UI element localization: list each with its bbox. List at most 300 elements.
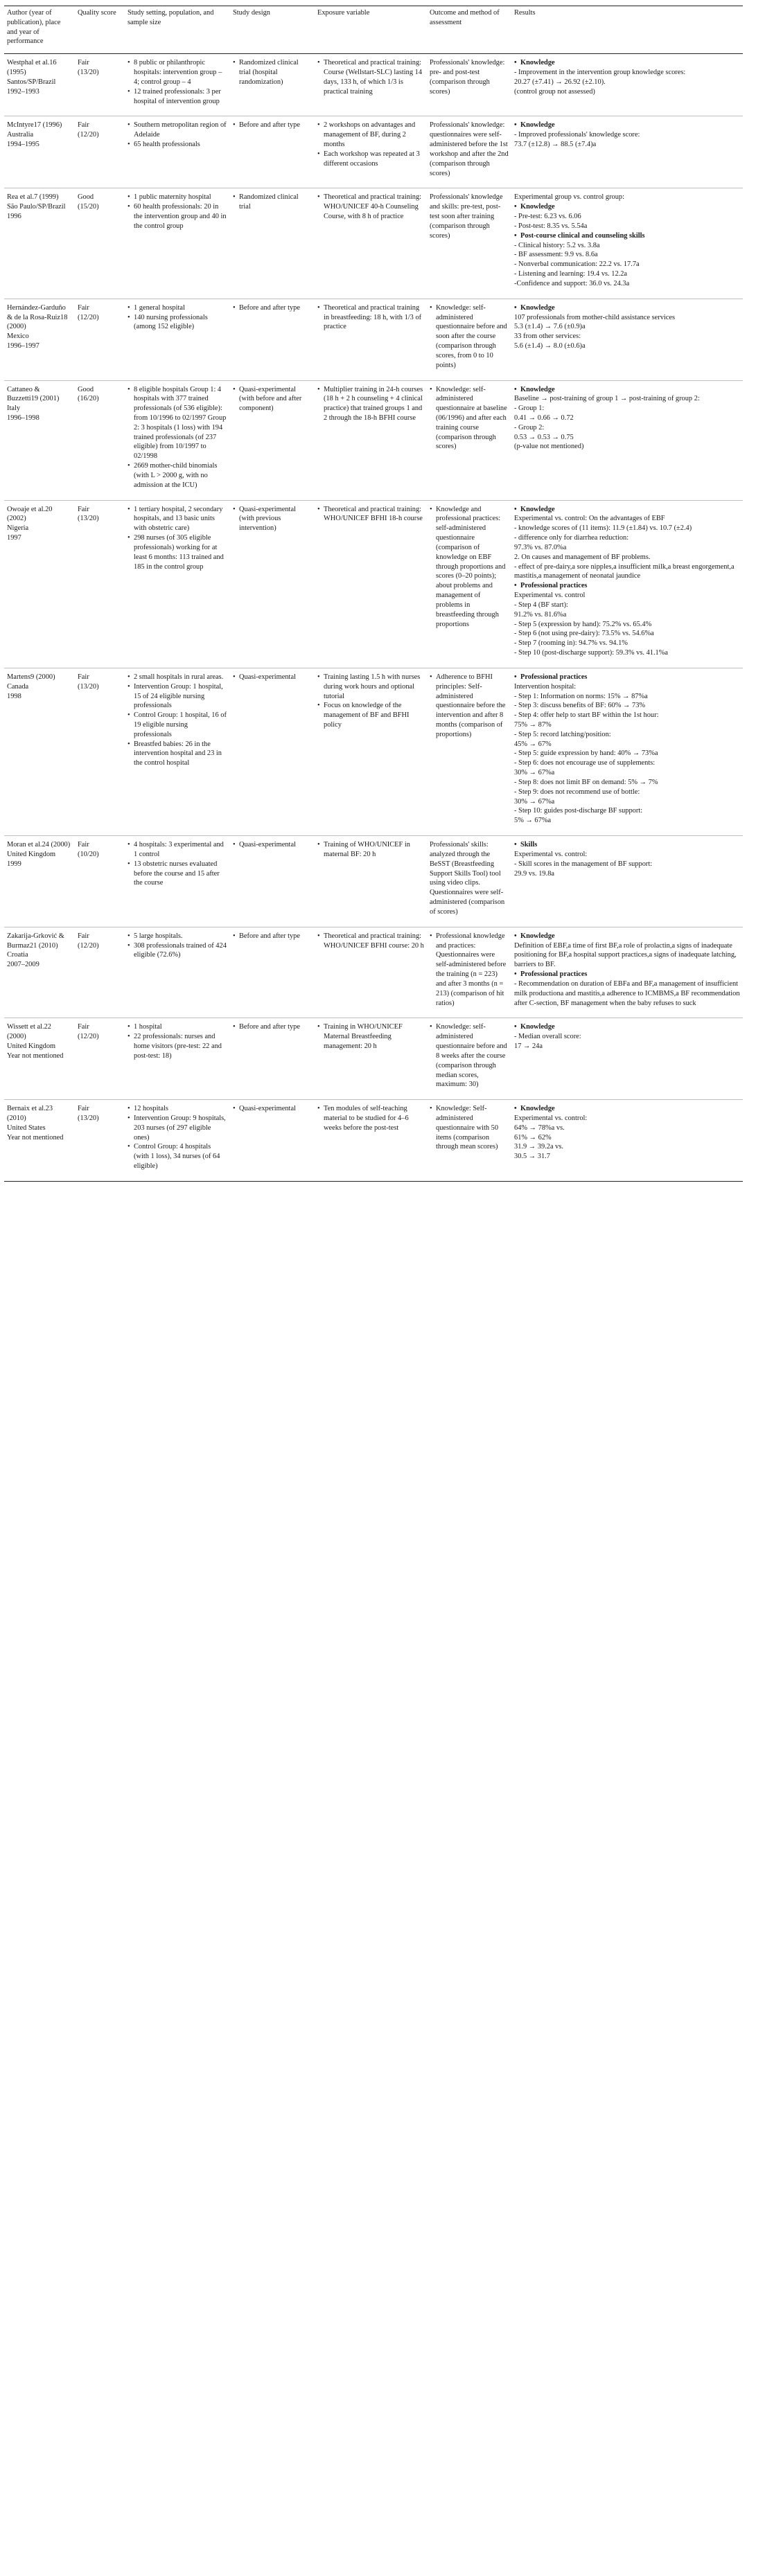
author-cell-line: United Kingdom	[7, 850, 56, 858]
exposure-cell-list	[317, 121, 424, 168]
exposure-cell-list	[317, 1022, 424, 1051]
quality-cell	[75, 1100, 125, 1182]
author-cell-line: United Kingdom	[7, 1042, 56, 1051]
setting-cell-list	[128, 121, 227, 149]
quality-cell-line: Fair	[78, 121, 89, 130]
setting-cell-item: • 308 professionals trained of 424 eligible (72.6%)	[128, 941, 227, 961]
setting-cell-item: • 1 general hospital	[128, 303, 227, 313]
outcome-cell-list	[430, 505, 509, 630]
header-design: Study design	[230, 6, 315, 54]
exposure-cell	[315, 188, 427, 299]
results-line: 5.3 (±1.4) → 7.6 (±0.9)a	[514, 323, 586, 331]
results-cell	[511, 188, 743, 299]
results-cell	[511, 500, 743, 668]
setting-cell-list	[128, 505, 227, 572]
setting-cell-item: • 1 hospital	[128, 1022, 227, 1032]
author-cell-line: 1994–1995	[7, 141, 39, 149]
results-line: - Step 8: does not limit BF on demand: 5% → 7%	[514, 778, 658, 786]
setting-cell-item: • 1 tertiary hospital, 2 secondary hospitals, and 13 basic units with obstetric care)	[128, 505, 227, 533]
results-line: Experimental vs. control: On the advantages of EBF	[514, 515, 665, 523]
author-cell	[4, 116, 75, 188]
setting-cell	[125, 927, 230, 1018]
results-line: - Nonverbal communication: 22.2 vs. 17.7a	[514, 260, 640, 269]
header-setting: Study setting, population, and sample size	[125, 6, 230, 54]
quality-cell-line: (10/20)	[78, 850, 99, 858]
results-line: - Improved professionals' knowledge score:	[514, 131, 640, 139]
results-cell	[511, 668, 743, 835]
quality-cell-line: (15/20)	[78, 203, 99, 211]
table-row	[4, 1018, 743, 1100]
setting-cell	[125, 500, 230, 668]
design-cell-item: • Quasi-experimental (with before and after component)	[233, 385, 312, 414]
setting-cell-item: • 2 small hospitals in rural areas.	[128, 673, 227, 682]
table-row	[4, 836, 743, 927]
results-cell	[511, 1100, 743, 1182]
results-line: 33 from other services:	[514, 332, 581, 341]
results-line: - Group 1:	[514, 405, 545, 413]
quality-cell	[75, 1018, 125, 1100]
author-cell-line: Owoaje et al.20 (2002)	[7, 505, 53, 523]
author-cell	[4, 500, 75, 668]
results-line: Intervention hospital:	[514, 682, 577, 691]
results-line: 91.2% vs. 81.6%a	[514, 610, 567, 619]
author-cell-line: Santos/SP/Brazil	[7, 78, 56, 86]
design-cell-list	[233, 303, 312, 313]
design-cell-list	[233, 1022, 312, 1032]
exposure-cell	[315, 116, 427, 188]
results-line: 5% → 67%a	[514, 817, 552, 825]
setting-cell-list	[128, 58, 227, 106]
outcome-cell	[427, 116, 511, 188]
outcome-cell-item: • Knowledge: Self-administered questionnaire with 50 items (comparison through mean scores)	[430, 1104, 509, 1152]
header-author: Author (year of publication), place and year of performance	[4, 6, 75, 54]
setting-cell	[125, 299, 230, 380]
quality-cell-line: (16/20)	[78, 395, 99, 403]
results-line: 20.27 (±7.41) → 26.92 (±2.10).	[514, 78, 606, 86]
exposure-cell-item: • Theoretical and practical training in breastfeeding: 18 h, with 1/3 of practice	[317, 303, 424, 332]
exposure-cell-list	[317, 840, 424, 860]
outcome-cell-item: • Knowledge: self-administered questionnaire before and 8 weeks after the course (comparison through median scores, maximum: 30)	[430, 1022, 509, 1090]
setting-cell-list	[128, 1022, 227, 1060]
outcome-cell-line: Professionals' knowledge and skills: pre-test, post-test soon after training (comparison through scores)	[430, 193, 503, 240]
design-cell-item: • Quasi-experimental	[233, 1104, 312, 1114]
setting-cell-list	[128, 1104, 227, 1171]
outcome-cell	[427, 299, 511, 380]
results-line: Definition of EBF,a time of first BF,a role of prolactin,a signs of inadequate positioning for BF,a hospital support practices,a signs of inadequate latching, barriers to BF.	[514, 941, 737, 969]
results-line: 30% → 67%a	[514, 769, 555, 777]
table-row	[4, 500, 743, 668]
design-cell-item: • Randomized clinical trial (hospital randomization)	[233, 58, 312, 87]
author-cell-line: Croatia	[7, 951, 28, 959]
results-line: - Clinical history: 5.2 vs. 3.8a	[514, 241, 600, 249]
author-cell	[4, 1100, 75, 1182]
results-line: 45% → 67%	[514, 740, 552, 748]
exposure-cell-item: • Multiplier training in 24-h courses (18 h + 2 h counseling + 4 clinical practice) that trained groups 1 and 2 through the 18-h BFHI course	[317, 385, 424, 423]
setting-cell	[125, 380, 230, 500]
exposure-cell-item: • Ten modules of self-teaching material to be studied for 4–6 weeks before the post-test	[317, 1104, 424, 1132]
results-line: Baseline → post-training of group 1 → post-training of group 2:	[514, 395, 700, 403]
results-line: 30.5 → 31.7	[514, 1153, 550, 1161]
results-line: Experimental vs. control:	[514, 850, 588, 858]
exposure-cell-list	[317, 1104, 424, 1132]
design-cell-list	[233, 58, 312, 87]
results-line: - difference only for diarrhea reduction:	[514, 534, 629, 542]
exposure-cell-item: • Theoretical and practical training: Course (Wellstart-SLC) lasting 14 days, 133 h, of which 1/3 is practical training	[317, 58, 424, 96]
results-heading: • Knowledge	[514, 1104, 740, 1114]
design-cell-list	[233, 193, 312, 212]
exposure-cell	[315, 299, 427, 380]
results-heading: • Knowledge	[514, 121, 740, 130]
results-line: - Median overall score:	[514, 1033, 581, 1041]
table-row	[4, 380, 743, 500]
quality-cell-line: (12/20)	[78, 131, 99, 139]
exposure-cell	[315, 1100, 427, 1182]
setting-cell	[125, 1100, 230, 1182]
setting-cell-item: • 4 hospitals: 3 experimental and 1 control	[128, 840, 227, 860]
results-line: - Step 6 (not using pre-dairy): 73.5% vs. 54.6%a	[514, 630, 654, 638]
design-cell-item: • Before and after type	[233, 1022, 312, 1032]
setting-cell	[125, 54, 230, 116]
author-cell-line: 1996–1997	[7, 342, 39, 350]
exposure-cell-item: • Training in WHO/UNICEF Maternal Breastfeeding management: 20 h	[317, 1022, 424, 1051]
author-cell	[4, 188, 75, 299]
exposure-cell-item: • Focus on knowledge of the management of BF and BFHI policy	[317, 701, 424, 729]
design-cell-list	[233, 673, 312, 682]
setting-cell-item: • Control Group: 1 hospital, 16 of 19 eligible nursing professionals	[128, 711, 227, 739]
results-line: - Step 4 (BF start):	[514, 601, 568, 609]
results-line: 2. On causes and management of BF problems.	[514, 553, 651, 561]
author-cell-line: Hernández-Garduño & de la Rosa-Ruiz18 (2000)	[7, 303, 68, 331]
quality-cell	[75, 380, 125, 500]
outcome-cell-item: • Knowledge: self-administered questionnaire at baseline (06/1996) and after each training course (comparison through scores)	[430, 385, 509, 452]
setting-cell-item: • 8 public or philanthropic hospitals: intervention group – 4; control group – 4	[128, 58, 227, 87]
results-heading: • Knowledge	[514, 202, 740, 212]
setting-cell-item: • 140 nursing professionals (among 152 eligible)	[128, 313, 227, 332]
author-cell-line: Bernaix et al.23 (2010)	[7, 1105, 53, 1122]
results-line: (p-value not mentioned)	[514, 443, 584, 451]
results-line: - Step 9: does not recommend use of bottle:	[514, 788, 640, 796]
setting-cell-item: • Breastfed babies: 26 in the intervention hospital and 23 in the control hospital	[128, 740, 227, 768]
quality-cell-line: Fair	[78, 1023, 89, 1031]
table-row	[4, 54, 743, 116]
quality-cell-line: Fair	[78, 932, 89, 940]
exposure-cell-list	[317, 673, 424, 730]
results-heading: • Knowledge	[514, 58, 740, 68]
table-row	[4, 668, 743, 835]
exposure-cell-item: • Theoretical and practical training: WHO/UNICEF BFHI 18-h course	[317, 505, 424, 524]
author-cell-line: Martens9 (2000)	[7, 673, 55, 681]
design-cell	[230, 380, 315, 500]
exposure-cell-list	[317, 193, 424, 221]
design-cell-list	[233, 840, 312, 850]
outcome-cell	[427, 500, 511, 668]
results-line: 73.7 (±12.8) → 88.5 (±7.4)a	[514, 141, 597, 149]
design-cell-list	[233, 385, 312, 414]
results-cell	[511, 299, 743, 380]
exposure-cell-list	[317, 932, 424, 951]
header-exposure: Exposure variable	[315, 6, 427, 54]
author-cell-line: Year not mentioned	[7, 1051, 64, 1060]
quality-cell-line: Fair	[78, 303, 89, 312]
outcome-cell	[427, 54, 511, 116]
author-cell-line: 1999	[7, 860, 21, 868]
results-heading: • Knowledge	[514, 932, 740, 941]
author-cell	[4, 54, 75, 116]
setting-cell-item: • 2669 mother-child binomials (with L > 2000 g, with no admission at the ICU)	[128, 461, 227, 490]
setting-cell	[125, 1018, 230, 1100]
author-cell-line: Cattaneo & Buzzetti19 (2001)	[7, 385, 60, 403]
header-outcome: Outcome and method of assessment	[427, 6, 511, 54]
setting-cell-item: • 5 large hospitals.	[128, 932, 227, 941]
quality-cell-line: (13/20)	[78, 682, 99, 691]
results-line: 17 → 24a	[514, 1042, 543, 1051]
outcome-cell-line: Professionals' knowledge: questionnaires were self-administered before the 1st workshop and after the 2nd (comparison through scores)	[430, 121, 509, 177]
author-cell-line: McIntyre17 (1996)	[7, 121, 62, 130]
results-heading: • Professional practices	[514, 970, 740, 979]
design-cell-item: • Quasi-experimental	[233, 840, 312, 850]
results-heading: • Knowledge	[514, 385, 740, 395]
results-line: - Listening and learning: 19.4 vs. 12.2a	[514, 270, 628, 278]
results-line: -Confidence and support: 36.0 vs. 24.3a	[514, 279, 630, 287]
outcome-cell	[427, 836, 511, 927]
quality-cell-line: (12/20)	[78, 313, 99, 321]
design-cell-item: • Quasi-experimental	[233, 673, 312, 682]
setting-cell-list	[128, 193, 227, 231]
exposure-cell-item: • Theoretical and practical training: WHO/UNICEF BFHI course: 20 h	[317, 932, 424, 951]
results-heading: • Knowledge	[514, 1022, 740, 1032]
results-line: - Step 10 (post-discharge support): 59.3% vs. 41.1%a	[514, 649, 669, 657]
outcome-cell	[427, 1100, 511, 1182]
quality-cell-line: Fair	[78, 1105, 89, 1113]
quality-cell	[75, 116, 125, 188]
outcome-cell-list	[430, 1104, 509, 1152]
results-line: 75% → 87%	[514, 721, 552, 729]
design-cell-list	[233, 1104, 312, 1114]
setting-cell-item: • 13 obstetric nurses evaluated before the course and 15 after the course	[128, 860, 227, 888]
author-cell-line: Mexico	[7, 332, 29, 341]
author-cell-line: Westphal et al.16 (1995)	[7, 59, 57, 77]
exposure-cell-item: • 2 workshops on advantages and management of BF, during 2 months	[317, 121, 424, 149]
setting-cell-item: • 12 hospitals	[128, 1104, 227, 1114]
author-cell-line: Australia	[7, 131, 34, 139]
exposure-cell	[315, 500, 427, 668]
exposure-cell	[315, 836, 427, 927]
outcome-cell	[427, 380, 511, 500]
setting-cell-item: • 65 health professionals	[128, 140, 227, 150]
quality-cell	[75, 500, 125, 668]
setting-cell-item: • 1 public maternity hospital	[128, 193, 227, 202]
results-line: - Step 10: guides post-discharge BF support:	[514, 807, 643, 815]
author-cell	[4, 927, 75, 1018]
results-line: - Step 1: Information on norms: 15% → 87%a	[514, 692, 648, 700]
quality-cell-line: Fair	[78, 841, 89, 849]
setting-cell-list	[128, 840, 227, 888]
results-line: - Step 4: offer help to start BF within the 1st hour:	[514, 711, 659, 720]
results-heading: • Knowledge	[514, 505, 740, 515]
quality-cell	[75, 927, 125, 1018]
quality-cell-line: Good	[78, 385, 94, 393]
exposure-cell-list	[317, 385, 424, 423]
design-cell	[230, 54, 315, 116]
exposure-cell	[315, 1018, 427, 1100]
setting-cell-item: • Control Group: 4 hospitals (with 1 loss), 34 nurses (of 64 eligible)	[128, 1142, 227, 1171]
author-cell-line: Rea et al.7 (1999)	[7, 193, 59, 202]
table-row	[4, 116, 743, 188]
results-line: 29.9 vs. 19.8a	[514, 869, 555, 878]
author-cell-line: 1998	[7, 692, 21, 700]
design-cell-item: • Before and after type	[233, 932, 312, 941]
exposure-cell-list	[317, 303, 424, 332]
results-line: - effect of pre-dairy,a sore nipples,a insufficient milk,a breast engorgement,a mastitis,a management of neonatal jaundice	[514, 562, 735, 580]
design-cell-list	[233, 505, 312, 533]
results-line: - Step 5: guide expression by hand: 40% → 73%a	[514, 749, 658, 758]
setting-cell-item: • 60 health professionals: 20 in the intervention group and 40 in the control group	[128, 202, 227, 231]
design-cell	[230, 836, 315, 927]
setting-cell-item: • Intervention Group: 9 hospitals, 203 nurses (of 297 eligible ones)	[128, 1114, 227, 1142]
review-table	[4, 6, 743, 1182]
design-cell-list	[233, 932, 312, 941]
results-cell	[511, 836, 743, 927]
results-line: 0.53 → 0.53 → 0.75	[514, 433, 574, 441]
results-line: - Skill scores in the management of BF support:	[514, 860, 653, 868]
quality-cell-line: (13/20)	[78, 515, 99, 523]
results-line: (control group not assessed)	[514, 87, 595, 96]
quality-cell-line: Fair	[78, 673, 89, 681]
author-cell	[4, 836, 75, 927]
results-heading: • Professional practices	[514, 581, 740, 591]
quality-cell-line: Fair	[78, 505, 89, 513]
results-line: - Step 6: does not encourage use of supplements:	[514, 759, 656, 767]
outcome-cell-list	[430, 385, 509, 452]
outcome-cell-item: • Adherence to BFHI principles: Self-administered questionnaire before the intervention and after 8 months (comparison of proportions)	[430, 673, 509, 740]
outcome-cell-item: • Knowledge and professional practices: self-administered questionnaire (comparison of knowledge on EBF through proportions and scores (0–20 points); about problems and management of problems in breastfeeding through proportions	[430, 505, 509, 630]
author-cell	[4, 668, 75, 835]
setting-cell-list	[128, 673, 227, 768]
design-cell	[230, 188, 315, 299]
quality-cell-line: Fair	[78, 59, 89, 67]
results-heading: • Professional practices	[514, 673, 740, 682]
results-line: Experimental vs. control	[514, 592, 586, 600]
author-cell-line: Wissett et al.22 (2000)	[7, 1023, 51, 1041]
quality-cell-line: (12/20)	[78, 1033, 99, 1041]
exposure-cell-item: • Training lasting 1.5 h with nurses during work hours and optional tutorial	[317, 673, 424, 701]
outcome-cell-line: Professionals' skills: analyzed through the BeSST (Breastfeeding Support Skills Tool) tool using video clips. Questionnaires were self-administered (comparison of scores)	[430, 841, 505, 916]
setting-cell	[125, 188, 230, 299]
setting-cell-list	[128, 932, 227, 960]
results-line: - Step 5 (expression by hand): 75.2% vs. 65.4%	[514, 620, 652, 628]
outcome-cell-line: Professionals' knowledge: pre- and post-test (comparison through scores)	[430, 59, 505, 96]
exposure-cell-list	[317, 505, 424, 524]
setting-cell-item: • 22 professionals: nurses and home visitors (pre-test: 22 and post-test: 18)	[128, 1032, 227, 1060]
exposure-cell	[315, 668, 427, 835]
results-line: 61% → 62%	[514, 1133, 552, 1142]
outcome-cell-item: • Knowledge: self-administered questionnaire before and soon after the course (comparison through scores, from 0 to 10 points)	[430, 303, 509, 371]
exposure-cell-item: • Each workshop was repeated at 3 different occasions	[317, 150, 424, 169]
setting-cell-list	[128, 385, 227, 490]
table-row	[4, 188, 743, 299]
header-results: Results	[511, 6, 743, 54]
exposure-cell	[315, 54, 427, 116]
outcome-cell-list	[430, 932, 509, 1009]
author-cell-line: Nigeria	[7, 524, 29, 533]
results-heading: • Knowledge	[514, 303, 740, 313]
author-cell-line: 1997	[7, 534, 21, 542]
results-cell	[511, 380, 743, 500]
design-cell	[230, 500, 315, 668]
outcome-cell-list	[430, 303, 509, 371]
results-line: 0.41 → 0.66 → 0.72	[514, 414, 574, 422]
design-cell	[230, 1018, 315, 1100]
results-line: 97.3% vs. 87.0%a	[514, 543, 567, 551]
exposure-cell	[315, 927, 427, 1018]
author-cell-line: 1996	[7, 213, 21, 221]
design-cell-item: • Before and after type	[233, 121, 312, 130]
author-cell-line: Moran et al.24 (2000)	[7, 841, 71, 849]
author-cell-line: Canada	[7, 682, 29, 691]
results-line: - Step 7 (rooming in): 94.7% vs. 94.1%	[514, 639, 628, 648]
design-cell	[230, 116, 315, 188]
setting-cell-item: • 298 nurses (of 305 eligible professionals) working for at least 6 months: 113 trained and 185 in the control group	[128, 533, 227, 571]
author-cell-line: United States	[7, 1123, 46, 1132]
results-line: - Pre-test: 6.23 vs. 6.06	[514, 213, 581, 221]
exposure-cell	[315, 380, 427, 500]
design-cell-item: • Randomized clinical trial	[233, 193, 312, 212]
results-cell	[511, 116, 743, 188]
quality-cell-line: (13/20)	[78, 69, 99, 77]
design-cell	[230, 668, 315, 835]
results-cell	[511, 927, 743, 1018]
outcome-cell-list	[430, 1022, 509, 1090]
results-line: 5.6 (±1.4) → 8.0 (±0.6)a	[514, 342, 586, 350]
design-cell	[230, 1100, 315, 1182]
header-row	[4, 6, 743, 54]
quality-cell-line: (13/20)	[78, 1114, 99, 1122]
results-line: 30% → 67%a	[514, 797, 555, 806]
setting-cell-item: • Intervention Group: 1 hospital, 15 of 24 eligible nursing professionals	[128, 682, 227, 711]
author-cell	[4, 380, 75, 500]
results-line: - Improvement in the intervention group knowledge scores:	[514, 69, 686, 77]
results-line: - Group 2:	[514, 423, 545, 432]
setting-cell-item: • 12 trained professionals: 3 per hospital of intervention group	[128, 87, 227, 107]
design-cell-item: • Before and after type	[233, 303, 312, 313]
setting-cell-item: • 8 eligible hospitals Group 1: 4 hospitals with 377 trained professionals (of 536 eligible): from 10/1996 to 02/1997 Group 2: 3 hospitals (1 loss) with 194 trained professionals (of 237 eligible) from 10/1997 to 02/1998	[128, 385, 227, 462]
design-cell-item: • Quasi-experimental (with previous intervention)	[233, 505, 312, 533]
author-cell	[4, 1018, 75, 1100]
results-line: 64% → 78%a vs.	[514, 1123, 565, 1132]
exposure-cell-list	[317, 58, 424, 96]
design-cell	[230, 927, 315, 1018]
table-row	[4, 299, 743, 380]
results-line: Experimental vs. control:	[514, 1114, 588, 1122]
quality-cell	[75, 836, 125, 927]
outcome-cell	[427, 188, 511, 299]
results-line: - BF assessment: 9.9 vs. 8.6a	[514, 251, 598, 259]
author-cell-line: Zakarija-Grković & Burmaz21 (2010)	[7, 932, 64, 950]
outcome-cell	[427, 1018, 511, 1100]
results-line: - Step 5: record latching/position:	[514, 730, 611, 738]
quality-cell	[75, 188, 125, 299]
quality-cell-line: (12/20)	[78, 941, 99, 950]
author-cell-line: São Paulo/SP/Brazil	[7, 203, 66, 211]
setting-cell-list	[128, 303, 227, 332]
results-line: - knowledge scores of (11 items): 11.9 (±1.84) vs. 10.7 (±2.4)	[514, 524, 692, 533]
setting-cell	[125, 116, 230, 188]
results-heading: • Skills	[514, 840, 740, 850]
quality-cell-line: Good	[78, 193, 94, 202]
exposure-cell-item: • Training of WHO/UNICEF in maternal BF: 20 h	[317, 840, 424, 860]
table-row	[4, 927, 743, 1018]
results-heading: • Post-course clinical and counseling skills	[514, 231, 740, 241]
